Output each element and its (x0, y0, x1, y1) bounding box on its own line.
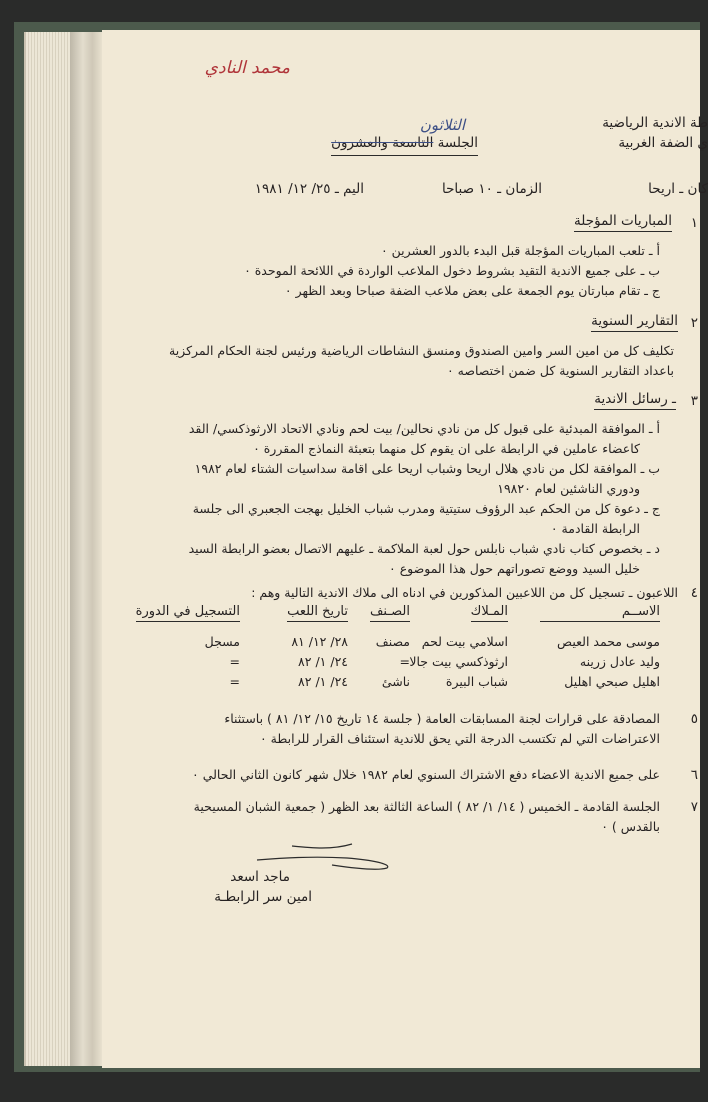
table-row (100, 674, 660, 694)
cell-date: ٢٤/ ١/ ٨٢ (298, 654, 348, 669)
cell-registration: = (229, 674, 240, 689)
meta-date: اليم ـ ٢٥/ ١٢/ ١٩٨١ (254, 181, 364, 197)
book-binding (70, 32, 102, 1066)
session-title (331, 134, 478, 156)
cell-date: ٢٨/ ١٢/ ٨١ (291, 634, 348, 649)
section-number-5: ٥ (690, 711, 698, 727)
org-header-line2: ي الضفة الغربية (618, 135, 708, 151)
approval-line-1: المصادقة على قرارات لجنة المسابقات العامة ( جلسة ١٤ تاريخ ١٥/ ١٢/ ٨١ ) باستثناء (224, 711, 660, 726)
session-handwritten-word: الثلاثون (419, 116, 465, 134)
header-date: تاريخ اللعب (287, 604, 348, 622)
section-number-6: ٦ (690, 767, 698, 783)
section-3-line-3: ب ـ الموافقة لكل من نادي هلال اريحا وشباب اريحا على اقامة سداسيات الشتاء لعام ١٩٨٢ (194, 461, 660, 476)
header-name: الاســم (540, 604, 660, 622)
table-row (100, 654, 660, 674)
header-club: المـلاك (471, 604, 508, 622)
signature-title: امين سر الرابطـة (214, 889, 312, 905)
handwritten-name: محمد النادي (204, 58, 290, 78)
section-number-2: ٢ (690, 315, 698, 331)
section-number-3: ٣ (690, 393, 698, 409)
header-registration: التسجيل في الدورة (136, 604, 240, 622)
section-3-line-5: ج ـ دعوة كل من الحكم عبد الرؤوف ستيتية ومدرب شباب الخليل بهجت الجعبري الى جلسة (192, 501, 660, 516)
meta-place: كان ـ اريحا (648, 181, 708, 197)
session-title-prefix: الجلسة (437, 135, 478, 151)
meta-time: الزمان ـ ١٠ صباحا (441, 181, 542, 197)
cell-category: مصنف (375, 634, 410, 649)
section-number-7: ٧ (690, 799, 698, 815)
players-table (100, 604, 660, 694)
cell-name: اهليل صبحي اهليل (564, 674, 660, 689)
cell-name: موسى محمد العيص (557, 634, 660, 649)
section-number-1: ١ (690, 215, 698, 231)
cell-club: ارثوذكسي بيت جالا (409, 654, 508, 669)
section-3-line-1: أ ـ الموافقة المبدئية على قبول كل من نادي نحالين/ بيت لحم ونادي الاتحاد الارثوذكسي/ القد (188, 421, 660, 436)
document-page (102, 30, 708, 1068)
section-title-annual-reports: التقارير السنوية (591, 312, 678, 332)
cell-category: = (399, 654, 410, 669)
section-3-line-4: ودوري الناشئين لعام ١٩٨٢٠ (497, 481, 640, 496)
players-table-header (100, 604, 660, 624)
session-title-struck: التاسعة والعشرون (331, 135, 434, 151)
dues-text: على جميع الاندية الاعضاء دفع الاشتراك السنوي لعام ١٩٨٢ خلال شهر كانون الثاني الحالي ٠ (192, 767, 660, 782)
approval-line-2: الاعتراضات التي لم تكتسب الدرجة التي يحق للاندية استئناف القرار للرابطة ٠ (259, 731, 660, 746)
cell-name: وليد عادل زرينه (579, 654, 660, 669)
section-3-line-2: كاعضاء عاملين في الرابطة على ان يقوم كل منهما بتعبئة النماذج المقررة ٠ (253, 441, 640, 456)
header-category: الصـنف (370, 604, 410, 622)
next-session-line-2: بالقدس ) ٠ (601, 819, 660, 834)
players-intro: اللاعبون ـ تسجيل كل من اللاعبين المذكورين في ادناه الى ملاك الاندية التالية وهم : (251, 585, 678, 600)
section-3-line-6: الرابطة القادمة ٠ (550, 521, 640, 536)
section-3-line-8: خليل السيد ووضع تصوراتهم حول هذا الموضوع ٠ (389, 561, 640, 576)
org-header-line1: طة الاندية الرياضية (602, 115, 708, 131)
table-row (100, 634, 660, 654)
section-1-item-b: ب ـ على جميع الاندية التقيد بشروط دخول الملاعب الواردة في اللائحة الموحدة ٠ (244, 263, 660, 278)
section-1-item-c: ج ـ تقام مبارتان يوم الجمعة على بعض ملاعب الضفة صباحا وبعد الظهر ٠ (284, 283, 660, 298)
section-2-line-1: تكليف كل من امين السر وامين الصندوق ومنسق النشاطات الرياضية ورئيس لجنة الحكام المركزية (169, 343, 674, 358)
next-session-line-1: الجلسة القادمة ـ الخميس ( ١٤/ ١/ ٨٢ ) الساعة الثالثة بعد الظهر ( جمعية الشبان المسيحية (193, 799, 660, 814)
cell-registration: = (229, 654, 240, 669)
section-1-item-a: أ ـ تلعب المباريات المؤجلة قبل البدء بالدور العشرين ٠ (380, 243, 660, 258)
cell-date: ٢٤/ ١/ ٨٢ (298, 674, 348, 689)
section-title-postponed-matches: المباريات المؤجلة (574, 212, 672, 232)
cell-club: اسلامي بيت لحم (421, 634, 508, 649)
section-3-line-7: د ـ بخصوص كتاب نادي شباب نابلس حول لعبة الملاكمة ـ عليهم الاتصال بعضو الرابطة السيد (188, 541, 660, 556)
section-2-line-2: باعداد التقارير السنوية كل ضمن اختصاصه ٠ (446, 363, 674, 378)
cell-club: شباب البيرة (445, 674, 508, 689)
section-title-club-letters: ـ رسائل الاندية (594, 390, 676, 410)
cell-registration: مسجل (204, 634, 240, 649)
section-number-4: ٤ (690, 585, 698, 601)
cell-category: ناشئ (381, 674, 410, 689)
signature-name: ماجد اسعد (230, 869, 290, 885)
